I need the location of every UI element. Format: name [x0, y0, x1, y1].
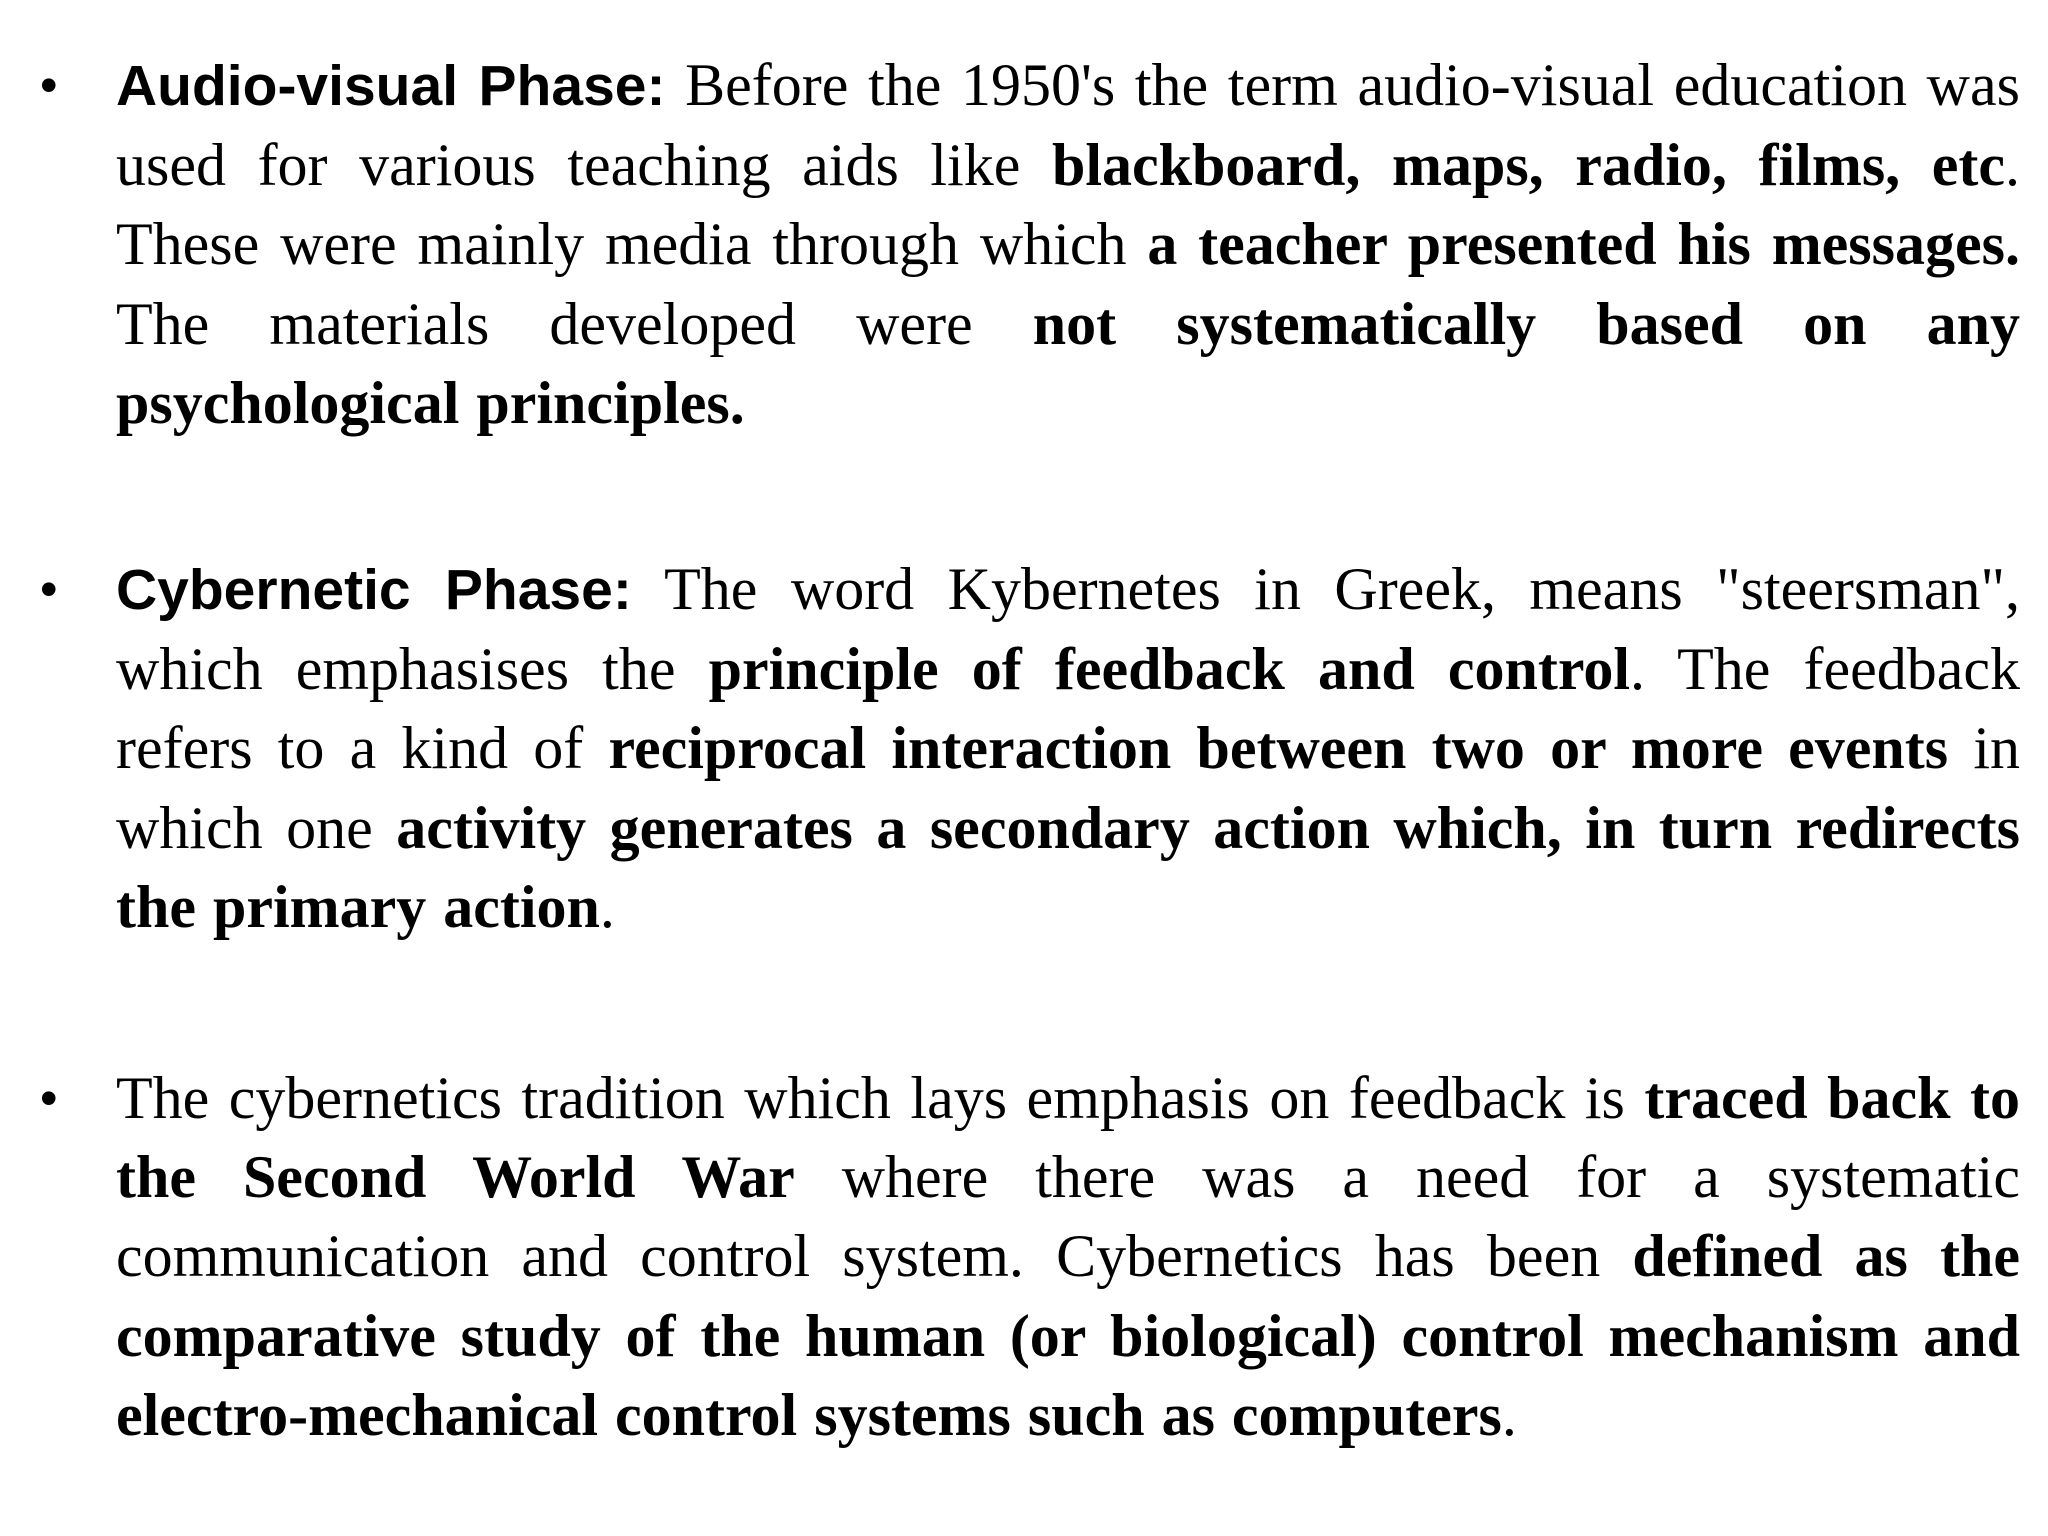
bold-text-segment: not systematically based on any psychological principles. — [116, 290, 2020, 436]
bold-text-segment: principle of feedback and control — [708, 636, 1631, 703]
text-segment: . The feedback refers to a kind of — [116, 636, 2021, 782]
bullet-paragraph — [116, 46, 2020, 443]
bullet-item-cybernetic-phase — [40, 550, 2021, 947]
text-segment: . These were mainly media through which — [116, 132, 2020, 278]
bullet-paragraph — [116, 550, 2020, 947]
bullet-point-icon: • — [40, 561, 58, 617]
bold-text-segment: reciprocal interaction between two or more events — [608, 715, 1949, 782]
bullet-item-audio-visual-phase — [40, 46, 2020, 443]
bullet-point-icon: • — [40, 1070, 58, 1126]
text-segment: . — [599, 873, 615, 940]
text-segment: . — [1501, 1381, 1517, 1448]
bullet-heading: Audio-visual Phase: — [116, 54, 666, 118]
bold-text-segment: blackboard, maps, radio, films, etc — [1051, 132, 2005, 199]
bold-text-segment: traced back to the Second World War — [116, 1065, 2021, 1211]
bold-text-segment: defined as the comparative study of the human (or biological) control mechanism and electro-mechanical control systems such as computers — [116, 1223, 2020, 1448]
bullet-heading: Cybernetic Phase: — [116, 558, 632, 622]
bullet-item-cybernetics-tradition — [40, 1059, 2021, 1455]
bold-text-segment: a teacher presented his messages. — [1147, 211, 2020, 278]
bullet-paragraph — [116, 1059, 2020, 1455]
bold-text-segment: activity generates a secondary action which, in turn redirects the primary action — [116, 794, 2020, 940]
bullet-point-icon: • — [40, 57, 58, 113]
text-segment: The word Kybernetes in Greek, means "steersman", which emphasises the — [116, 556, 2020, 703]
text-segment: The materials developed were — [116, 290, 1033, 357]
text-segment: where there was a need for a systematic communication and control system. Cybernetics has been — [116, 1144, 2020, 1290]
text-segment: Before the 1950's the term audio-visual education was used for various teaching aids like — [116, 52, 2020, 199]
text-segment: The cybernetics tradition which lays emphasis on feedback is — [116, 1065, 1645, 1131]
text-segment: in which one — [116, 715, 2020, 861]
